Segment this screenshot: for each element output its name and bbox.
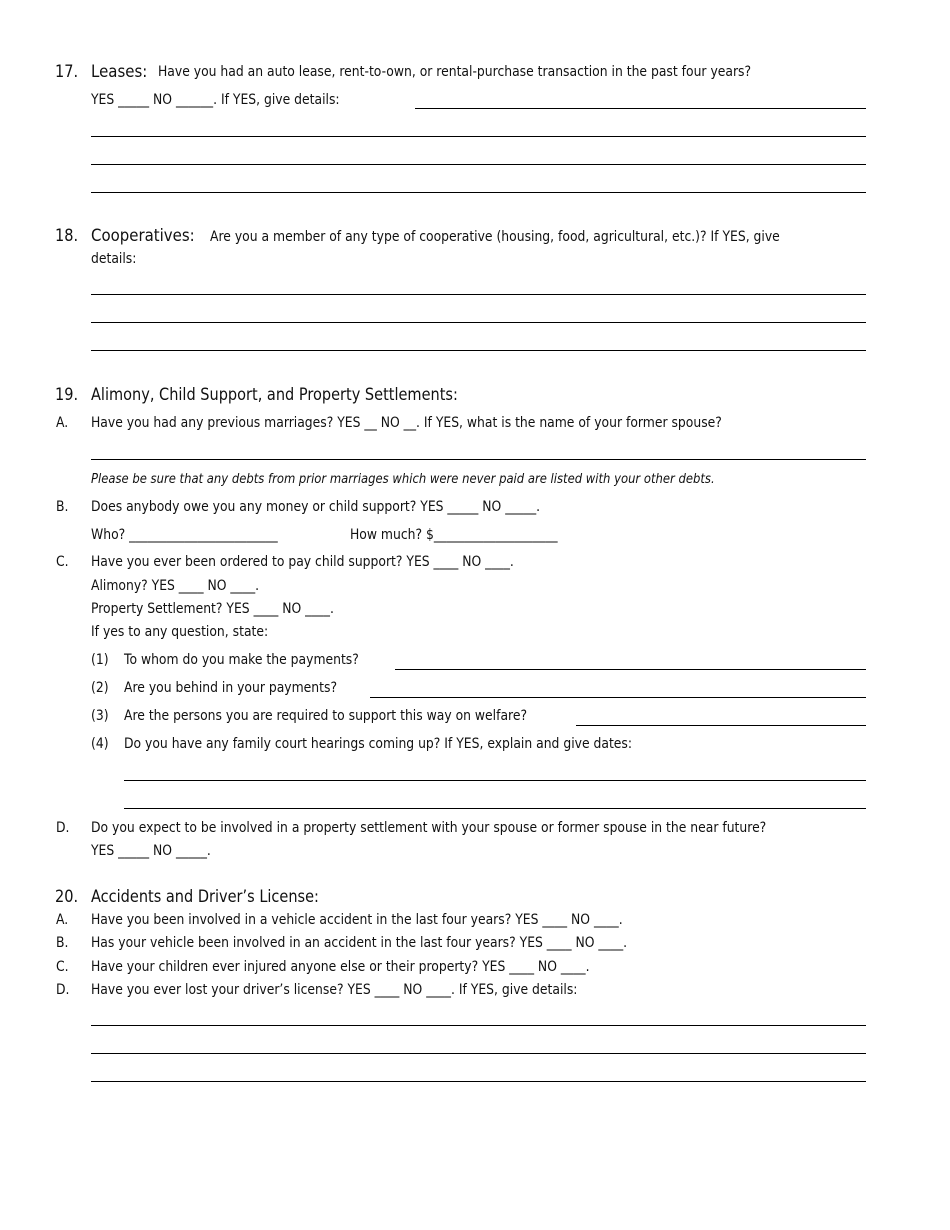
q20-item-letter: A. (56, 912, 69, 928)
q18-details-line[interactable] (91, 294, 866, 295)
q17-details-line[interactable] (91, 192, 866, 193)
q20-item-text: Has your vehicle been involved in an accident in the last four years? YES ____ NO ____. (91, 935, 628, 951)
q18-details-line[interactable] (91, 322, 866, 323)
q19-title: Alimony, Child Support, and Property Settlements: (91, 385, 458, 404)
q19-c-if-yes: If yes to any question, state: (91, 624, 269, 640)
q20-item-text: Have you ever lost your driver’s license? YES ____ NO ____. If YES, give details: (91, 982, 578, 998)
q20-item-letter: B. (56, 935, 69, 951)
q17-question: Have you had an auto lease, rent-to-own, or rental-purchase transaction in the past four years? (158, 64, 752, 80)
q19-c-hearings-line[interactable] (124, 780, 866, 781)
q19-note: Please be sure that any debts from prior marriages which were never paid are listed with your other debts. (91, 472, 715, 487)
q20-item-letter: D. (56, 982, 70, 998)
q18-title: Cooperatives: (91, 226, 195, 246)
q19-c-item-number: (2) (91, 680, 109, 696)
q19-c-text: Have you ever been ordered to pay child support? YES ____ NO ____. (91, 554, 514, 570)
q19-c-item-text: Do you have any family court hearings coming up? If YES, explain and give dates: (124, 736, 633, 752)
q19-a-letter: A. (56, 415, 69, 431)
q19-c-item-text: To whom do you make the payments? (124, 652, 359, 668)
q19-c-hearings-line[interactable] (124, 808, 866, 809)
q17-title: Leases: (91, 62, 148, 82)
q20-item-letter: C. (56, 959, 69, 975)
q20-details-line[interactable] (91, 1081, 866, 1082)
q17-details-line[interactable] (91, 164, 866, 165)
q18-question: Are you a member of any type of cooperative (housing, food, agricultural, etc.)? If YES, give (210, 229, 780, 245)
q19-c-alimony: Alimony? YES ____ NO ____. (91, 578, 260, 594)
q19-c-item-number: (1) (91, 652, 109, 668)
q20-item-text: Have your children ever injured anyone else or their property? YES ____ NO ____. (91, 959, 590, 975)
q20-details-line[interactable] (91, 1053, 866, 1054)
q18-details-line[interactable] (91, 350, 866, 351)
q20-title: Accidents and Driver’s License: (91, 887, 319, 906)
q19-number: 19. (55, 385, 79, 404)
q18-number: 18. (55, 226, 79, 245)
q19-c-item-answer-line[interactable] (395, 669, 866, 670)
q19-d-letter: D. (56, 820, 70, 836)
q17-details-line[interactable] (415, 108, 866, 109)
q19-c-property: Property Settlement? YES ____ NO ____. (91, 601, 334, 617)
q19-d-text: Do you expect to be involved in a property settlement with your spouse or former spouse in the near future? (91, 820, 767, 836)
q19-c-item-number: (4) (91, 736, 109, 752)
q19-c-item-text: Are you behind in your payments? (124, 680, 338, 696)
q19-a-text: Have you had any previous marriages? YES __ NO __. If YES, what is the name of your former spouse? (91, 415, 722, 431)
q19-b-letter: B. (56, 499, 69, 515)
q19-c-letter: C. (56, 554, 69, 570)
q19-c-item-answer-line[interactable] (370, 697, 866, 698)
q19-d-answer: YES _____ NO _____. (91, 843, 211, 859)
q19-b-who: Who? ________________________ (91, 527, 278, 543)
q19-c-item-number: (3) (91, 708, 109, 724)
q19-c-item-answer-line[interactable] (576, 725, 866, 726)
q20-item-text: Have you been involved in a vehicle accident in the last four years? YES ____ NO ____. (91, 912, 623, 928)
q19-b-text: Does anybody owe you any money or child support? YES _____ NO _____. (91, 499, 541, 515)
q18-question-cont: details: (91, 251, 137, 267)
q19-a-spouse-line[interactable] (91, 459, 866, 460)
q17-answer: YES _____ NO ______. If YES, give details: (91, 92, 340, 108)
q20-details-line[interactable] (91, 1025, 866, 1026)
q17-details-line[interactable] (91, 136, 866, 137)
q17-number: 17. (55, 62, 79, 81)
q19-c-item-text: Are the persons you are required to support this way on welfare? (124, 708, 528, 724)
q19-b-how-much: How much? $____________________ (350, 527, 558, 543)
q20-number: 20. (55, 887, 79, 906)
